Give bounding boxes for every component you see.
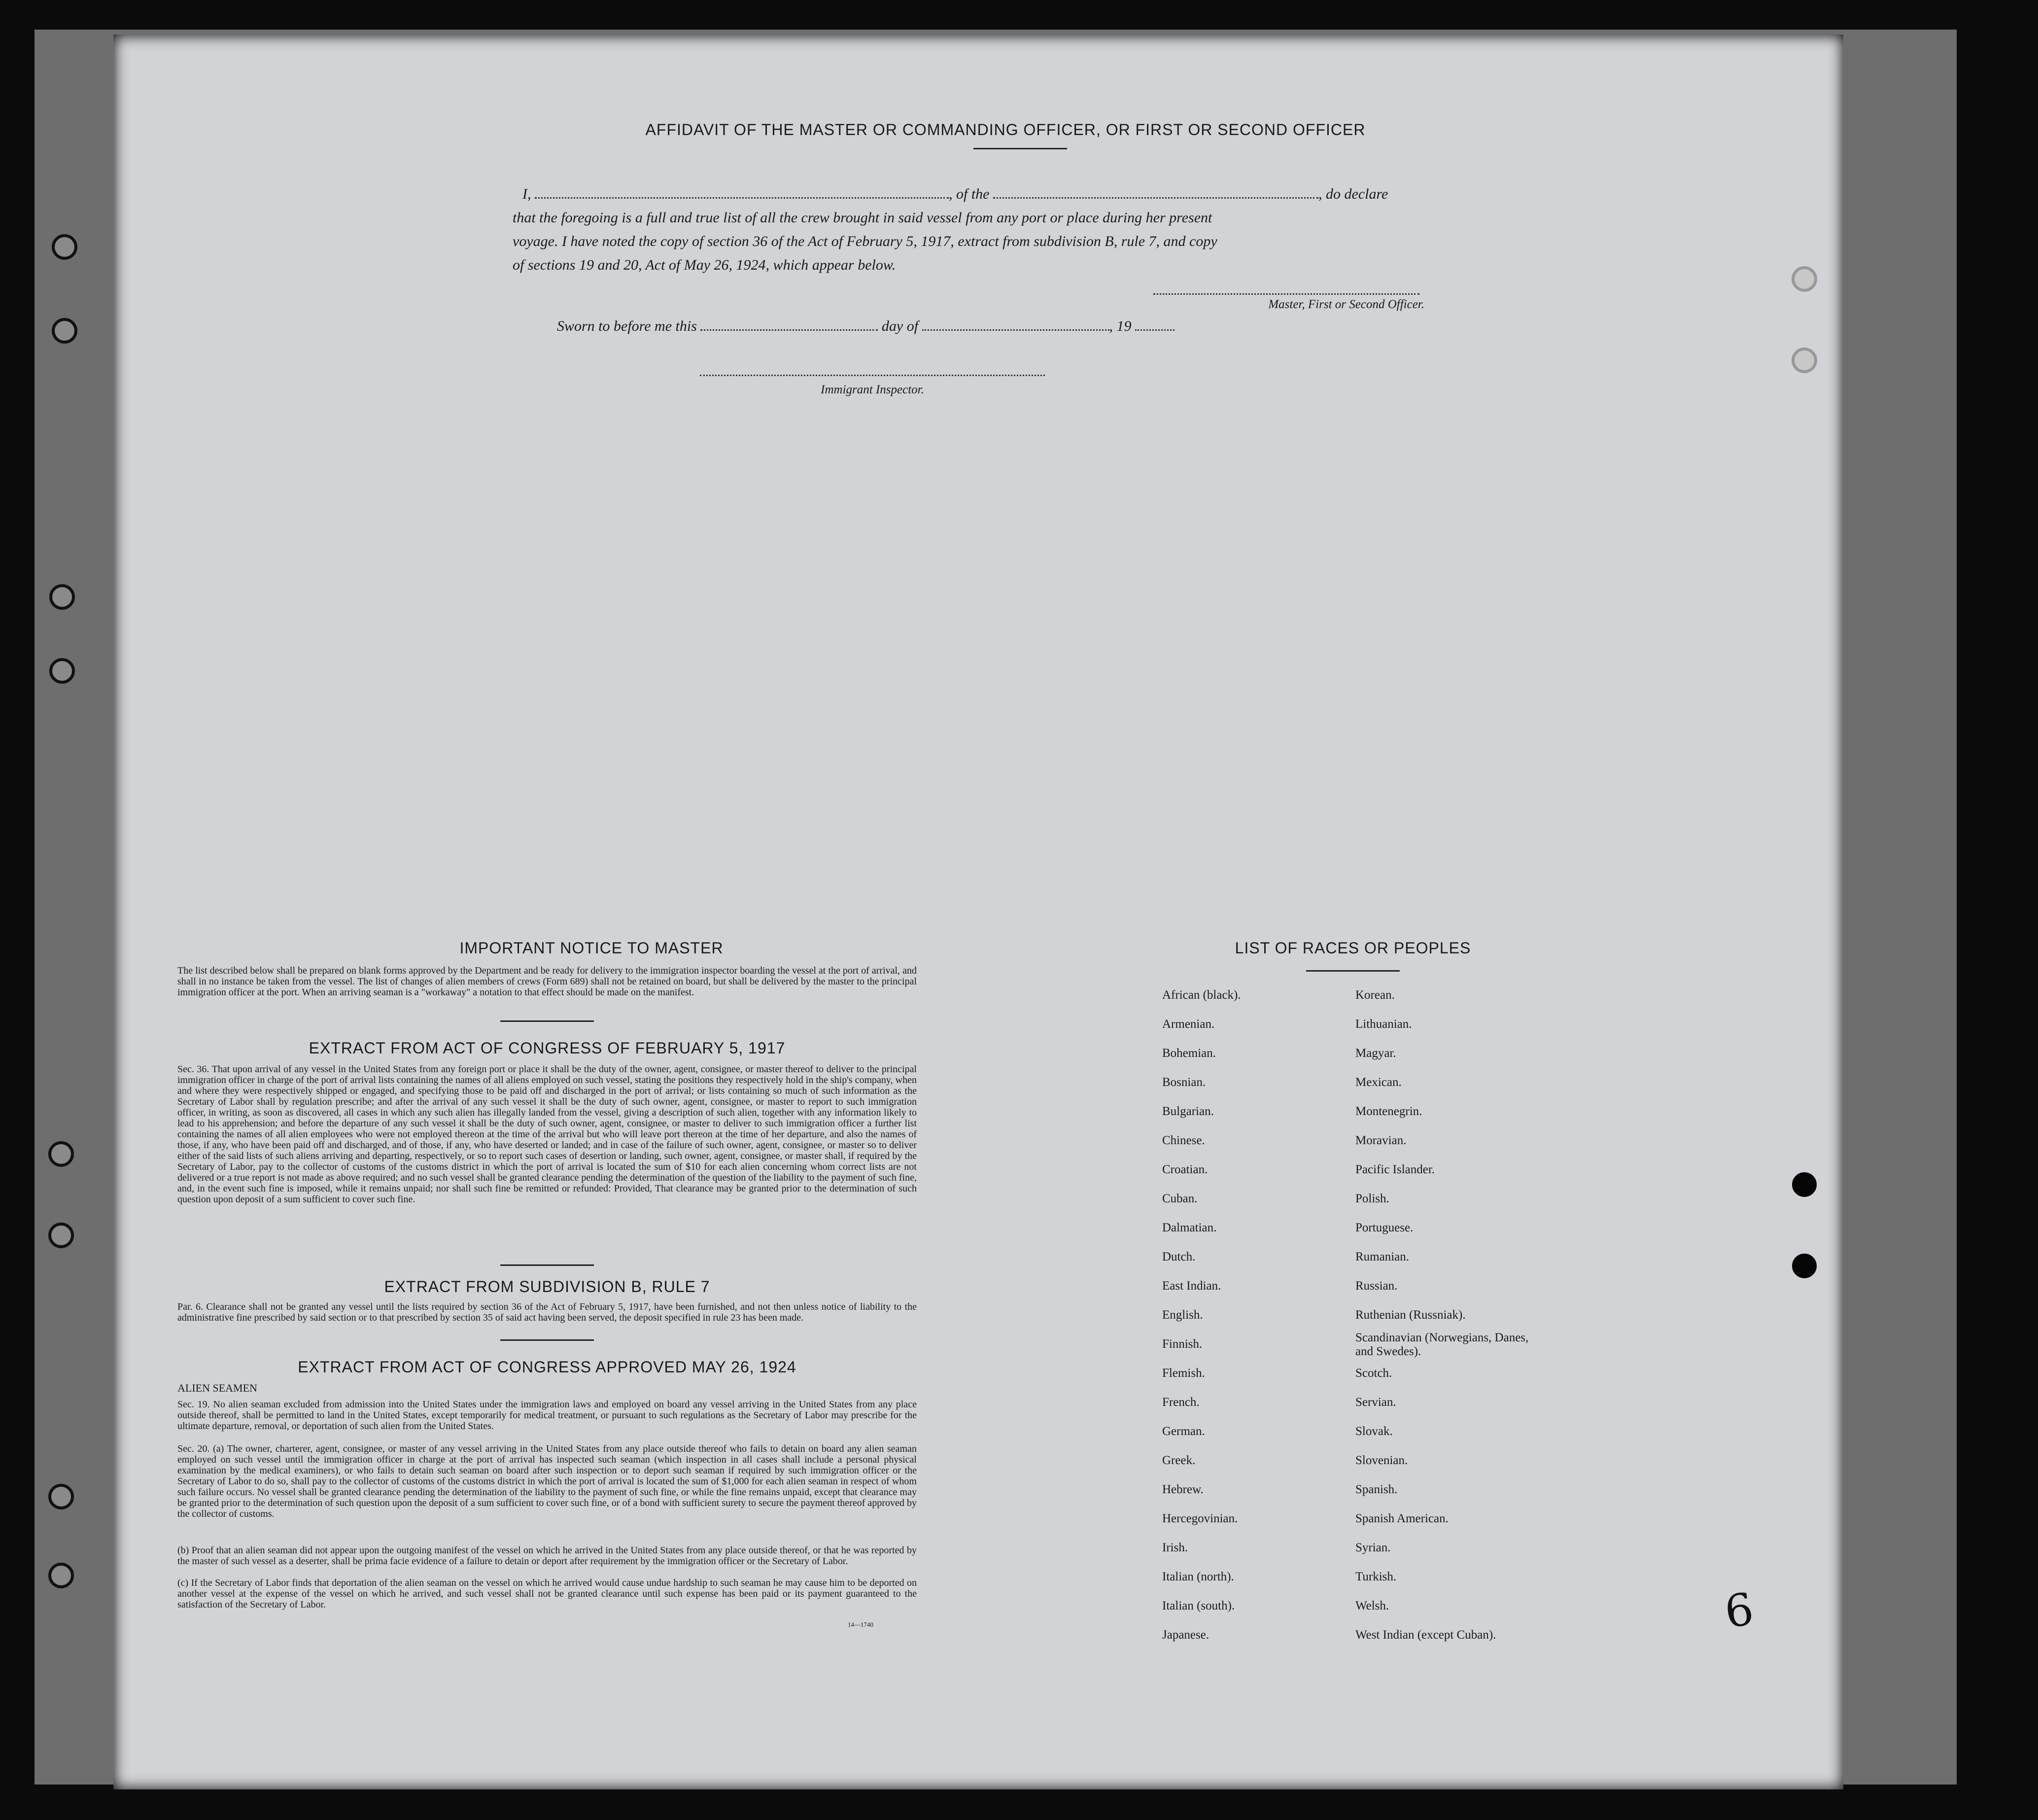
extract-1924-sec20a: Sec. 20. (a) The owner, charterer, agent, consignee, or master of any vessel arriving in the United States from any place outside thereof who fails to detain on board any alien seaman employed on such vessel until the immigration officer in charge at the port of arrival has inspected such seaman (which inspection in all cases shall include a personal physical examination by the medical examiners), or who fails to detain such seaman on board after such inspection or to deport such seaman if required by such immigration officer or the Secretary of Labor to do so, shall pay to the collector of customs of the customs district in which the port of arrival is located the sum of $1,000 for each alien seaman in respect of whom such failure occurs. No vessel shall be granted clearance pending the determination of the liability to the payment of such fine, or while the fine remains unpaid, except that clearance may be granted prior to the determination of such question upon the deposit of a sum sufficient to cover such fine, or of a bond with sufficient surety to secure the payment thereof approved by the collector of customs.: [177, 1443, 917, 1519]
race-item: Lithuanian.: [1355, 1017, 1412, 1031]
races-divider: [1306, 970, 1400, 972]
i-label: I,: [522, 186, 531, 202]
race-item: Russian.: [1355, 1279, 1398, 1293]
affidavit-text-line: voyage. I have noted the copy of section 36 of the Act of February 5, 1917, extract from subdivision B, rule 7, and copy: [513, 233, 1217, 249]
inspector-signature-blank: [700, 375, 1045, 376]
binder-hole: [49, 584, 75, 610]
extract-1924-subtitle: ALIEN SEAMEN: [177, 1382, 257, 1394]
year-label: , 19: [1109, 318, 1132, 334]
race-item: Mexican.: [1355, 1076, 1402, 1089]
binder-hole: [48, 1563, 74, 1588]
affidavit-text-line: that the foregoing is a full and true list of all the crew brought in said vessel from any port or place during her present: [513, 210, 1212, 226]
section-divider: [500, 1339, 594, 1341]
race-item: French.: [1162, 1396, 1200, 1409]
section-divider: [500, 1020, 594, 1022]
sworn-label: Sworn to before me this: [557, 318, 697, 334]
race-item: English.: [1162, 1308, 1203, 1322]
race-item: Pacific Islander.: [1355, 1163, 1435, 1176]
race-item: Servian.: [1355, 1396, 1396, 1409]
extract-1917-text: Sec. 36. That upon arrival of any vessel in the United States from any foreign port or place it shall be the duty of the owner, agent, consignee, or master thereof to deliver to the principal immigration officer in charge of the port of arrival lists containing the names of all aliens employed on such vessel, stating the positions they respectively hold in the ship's company, when and where they were respectively shipped or engaged, and specifying those to be paid off and discharged in the port of arrival; or lists containing so much of such information as the Secretary of Labor shall by regulation prescribe; and after the arrival of any such vessel it shall be the duty of such owner, agent, consignee, or master to report to such immigration officer, in writing, as soon as discovered, all cases in which any such alien has illegally landed from the vessel, giving a description of such alien, together with any information likely to lead to his apprehension; and before the departure of any such vessel it shall be the duty of such owner, agent, consignee, or master to deliver to such immigration officer a further list containing the names of all alien employees who were not employed thereon at the time of the arrival but who will leave port thereon at the time of her departure, and also the names of those, if any, who have been paid off and discharged, and of those, if any, who have deserted or landed; and in case of the failure of such owner, agent, consignee, or master so to deliver either of the said lists of such aliens arriving and departing, respectively, or so to report such cases of desertion or landing, such owner, agent, consignee, or master shall, if required by the Secretary of Labor, pay to the collector of customs of the customs district in which the port of arrival is located the sum of $10 for each alien concerning whom correct lists are not delivered or a true report is not made as above required; and no such vessel shall be granted clearance pending the determination of the question of the liability to the payment of such fine, and, in the event such fine is imposed, while it remains unpaid; nor shall such fine be remitted or refunded: Provided, That clearance may be granted prior to the determination of such question upon deposit of a sum sufficient to cover such fine.: [177, 1064, 917, 1205]
race-item: Korean.: [1355, 988, 1395, 1002]
race-item: Flemish.: [1162, 1366, 1205, 1380]
punch-hole: [1792, 348, 1817, 373]
race-item: Moravian.: [1355, 1134, 1407, 1147]
race-item: Bosnian.: [1162, 1076, 1206, 1089]
race-item: Chinese.: [1162, 1134, 1205, 1147]
race-item: Croatian.: [1162, 1163, 1208, 1176]
handwritten-mark: 6: [1721, 1583, 1757, 1639]
race-item: Scandinavian (Norwegians, Danes, and Swedes).: [1355, 1331, 1529, 1358]
race-item: Bohemian.: [1162, 1047, 1216, 1060]
race-item: Dalmatian.: [1162, 1221, 1217, 1234]
race-item: East Indian.: [1162, 1279, 1221, 1293]
race-item: Spanish.: [1355, 1483, 1398, 1496]
race-item: Greek.: [1162, 1454, 1196, 1467]
extract-rule7-title: EXTRACT FROM SUBDIVISION B, RULE 7: [384, 1278, 710, 1295]
signer-block: [1153, 293, 1429, 312]
year-blank: [1135, 329, 1174, 331]
race-item: Scotch.: [1355, 1366, 1392, 1380]
race-item: West Indian (except Cuban).: [1355, 1628, 1496, 1642]
form-number: 14—1740: [848, 1621, 873, 1628]
binder-hole: [49, 658, 75, 684]
affidavit-title: AFFIDAVIT OF THE MASTER OR COMMANDING OFFICER, OR FIRST OR SECOND OFFICER: [645, 121, 1366, 139]
month-blank: [922, 329, 1109, 331]
vessel-blank: [993, 197, 1318, 199]
race-item: Armenian.: [1162, 1017, 1215, 1031]
document-page: [113, 35, 1843, 1789]
race-item: Hercegovinian.: [1162, 1512, 1238, 1525]
notice-title: IMPORTANT NOTICE TO MASTER: [459, 939, 724, 957]
extract-rule7-text: Par. 6. Clearance shall not be granted any vessel until the lists required by section 36 of the Act of February 5, 1917, have been furnished, and not then unless notice of liability to the administrative fine prescribed by said section or to that prescribed by section 35 of said act having been served, the deposit specified in rule 23 has been made.: [177, 1301, 917, 1323]
race-item: Dutch.: [1162, 1250, 1196, 1263]
inspector-block: [700, 375, 1045, 397]
declare-label: , do declare: [1318, 186, 1388, 202]
race-item: German.: [1162, 1425, 1205, 1438]
affidavit-text-line: of sections 19 and 20, Act of May 26, 1924, which appear below.: [513, 257, 896, 273]
race-item: Finnish.: [1162, 1337, 1203, 1351]
extract-1924-sec20b: (b) Proof that an alien seaman did not appear upon the outgoing manifest of the vessel on which he arrived in the United States from any place outside thereof, or that he was reported by the master of such vessel as a deserter, shall be prima facie evidence of a failure to detain or deport after requirement by the immigration officer or the Secretary of Labor.: [177, 1545, 917, 1567]
race-item: Montenegrin.: [1355, 1105, 1422, 1118]
race-item: Syrian.: [1355, 1541, 1391, 1554]
race-item: Ruthenian (Russniak).: [1355, 1308, 1466, 1322]
title-divider: [973, 148, 1067, 149]
punch-hole: [1792, 1172, 1817, 1197]
extract-1924-title: EXTRACT FROM ACT OF CONGRESS APPROVED MAY 26, 1924: [298, 1358, 796, 1376]
signature-blank: [1153, 293, 1419, 295]
name-blank: [535, 197, 949, 199]
races-title: LIST OF RACES OR PEOPLES: [1235, 939, 1471, 957]
affidavit-body: [513, 182, 1459, 277]
race-item: Cuban.: [1162, 1192, 1198, 1205]
extract-1924-sec20c: (c) If the Secretary of Labor finds that deportation of the alien seaman on the vessel on which he arrived would cause undue hardship to such seaman he may cause him to be deported on another vessel at the expense of the vessel on which he arrived, and such vessel shall not be granted clearance until such expense has been paid or its payment guaranteed to the satisfaction of the Secretary of Labor.: [177, 1577, 917, 1610]
declaration-line: [513, 182, 1459, 206]
race-item: Welsh.: [1355, 1599, 1389, 1612]
day-of-label: day of: [881, 318, 919, 334]
extract-1924-sec19: Sec. 19. No alien seaman excluded from admission into the United States under the immigration laws and employed on board any vessel arriving in the United States from any place outside thereof, shall be permitted to land in the United States, except temporarily for medical treatment, or pursuant to such regulations as the Secretary of Labor may prescribe for the ultimate departure, removal, or deportation of such alien from the United States.: [177, 1399, 917, 1432]
race-item: Bulgarian.: [1162, 1105, 1214, 1118]
race-item: African (black).: [1162, 988, 1241, 1002]
race-item: Spanish American.: [1355, 1512, 1449, 1525]
binder-hole: [48, 1141, 74, 1167]
extract-1917-title: EXTRACT FROM ACT OF CONGRESS OF FEBRUARY 5, 1917: [309, 1039, 786, 1057]
binder-hole: [48, 1484, 74, 1509]
race-item: Polish.: [1355, 1192, 1389, 1205]
inspector-label: Immigrant Inspector.: [821, 383, 924, 396]
punch-hole: [1792, 266, 1817, 292]
race-item: Turkish.: [1355, 1570, 1397, 1583]
race-item: Rumanian.: [1355, 1250, 1410, 1263]
notice-text: The list described below shall be prepared on blank forms approved by the Department and be ready for delivery to the immigration inspector boarding the vessel at the port of arrival, and shall in no instance be taken from the vessel. The list of changes of alien members of crews (Form 689) shall not be retained on board, but shall be delivered by the master to the principal immigration officer at the port. When an arriving seaman is a "workaway" a notation to that effect should be made on the manifest.: [177, 965, 917, 998]
binder-hole: [52, 234, 77, 260]
binder-hole: [52, 318, 77, 344]
race-item: Slovak.: [1355, 1425, 1393, 1438]
signer-label: Master, First or Second Officer.: [1268, 298, 1424, 311]
race-item: Magyar.: [1355, 1047, 1396, 1060]
race-item: Slovenian.: [1355, 1454, 1408, 1467]
race-item: Irish.: [1162, 1541, 1188, 1554]
day-blank: [700, 329, 878, 331]
section-divider: [500, 1264, 594, 1266]
binder-hole: [48, 1223, 74, 1248]
race-item: Japanese.: [1162, 1628, 1209, 1642]
of-the-label: , of the: [949, 186, 990, 202]
race-item: Hebrew.: [1162, 1483, 1204, 1496]
race-item: Italian (south).: [1162, 1599, 1235, 1612]
sworn-line: [557, 318, 1247, 335]
race-item: Italian (north).: [1162, 1570, 1234, 1583]
punch-hole: [1792, 1254, 1817, 1278]
race-item: Portuguese.: [1355, 1221, 1414, 1234]
